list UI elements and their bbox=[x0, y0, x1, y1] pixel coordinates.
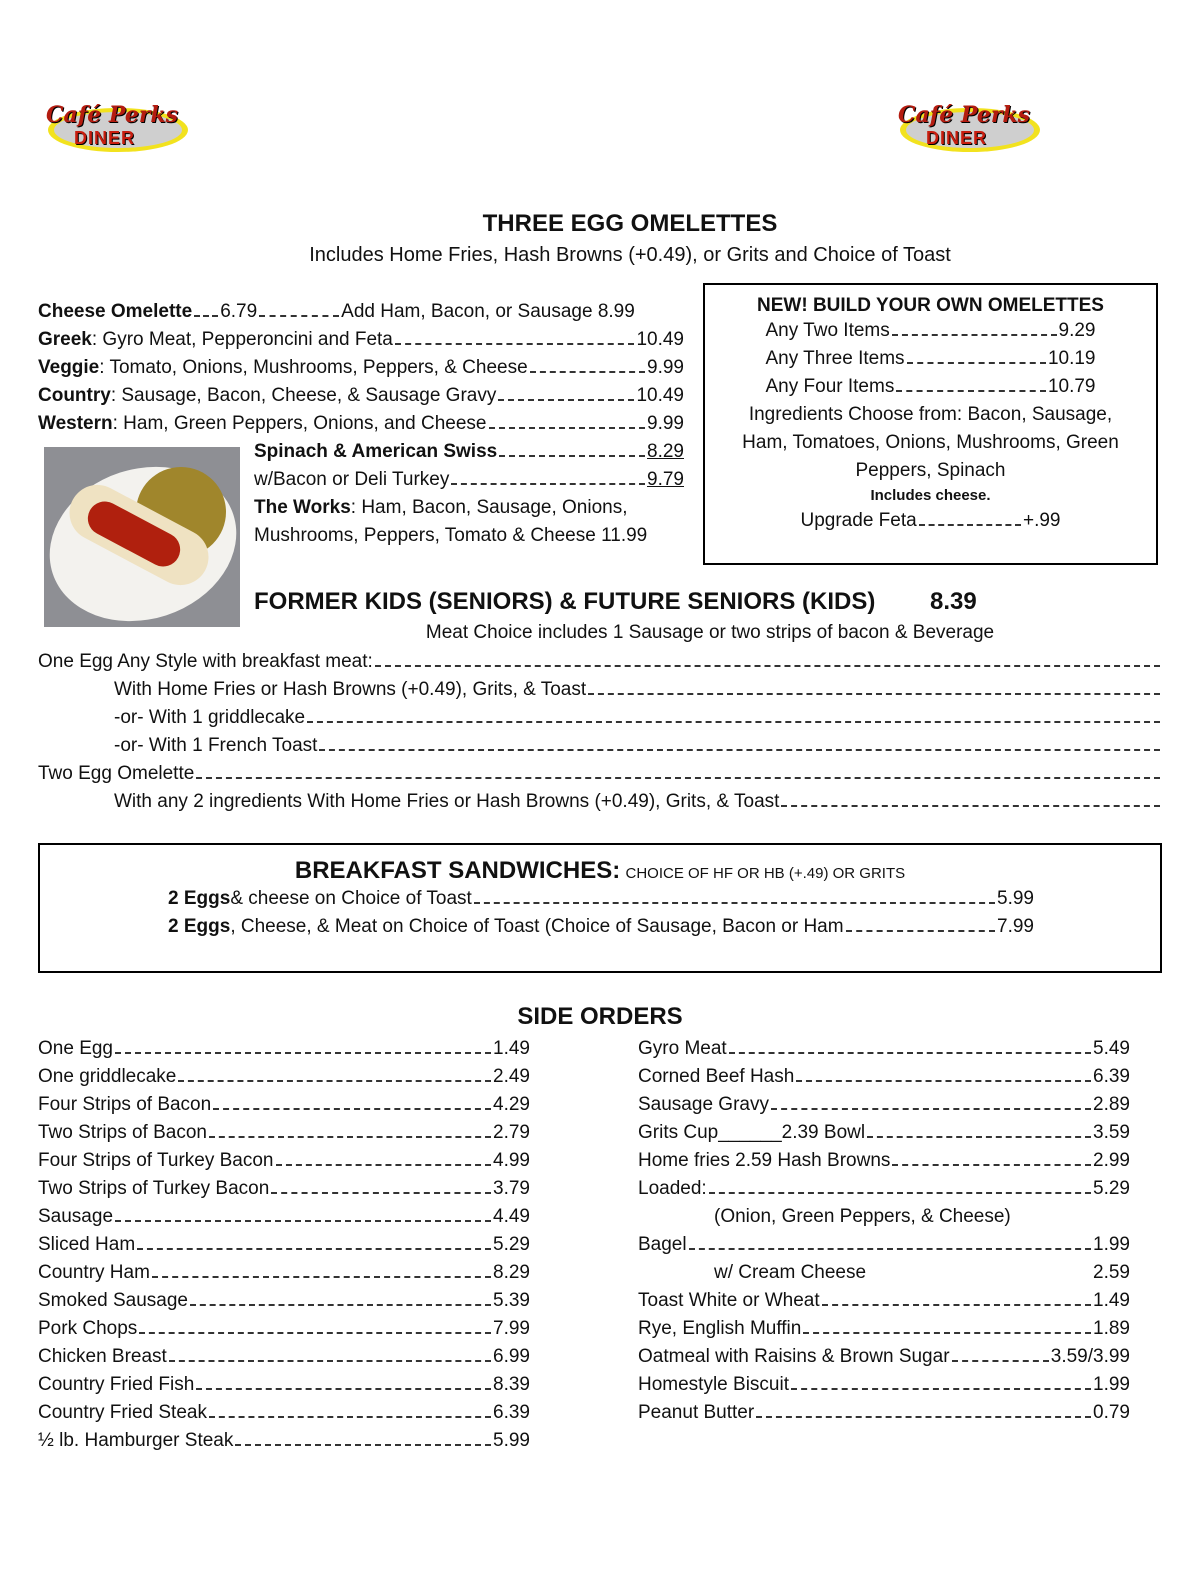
build-ingredients-3: Peppers, Spinach bbox=[855, 460, 1006, 481]
omelette-turkey bbox=[254, 466, 684, 494]
sides-right bbox=[638, 1035, 1130, 1427]
side-item bbox=[638, 1399, 1130, 1427]
side-item bbox=[38, 1035, 530, 1063]
item-price: 9.79 bbox=[647, 469, 684, 490]
side-name: Toast White or Wheat bbox=[638, 1290, 820, 1311]
side-name: Bagel bbox=[638, 1234, 687, 1255]
build-feta bbox=[801, 507, 1061, 535]
side-item bbox=[638, 1147, 1130, 1175]
side-item bbox=[38, 1371, 530, 1399]
side-item bbox=[638, 1315, 1130, 1343]
kids-line bbox=[38, 788, 1162, 816]
sandwich-item bbox=[168, 885, 1034, 913]
side-price: 2.59 bbox=[1093, 1262, 1130, 1283]
side-name: One griddlecake bbox=[38, 1066, 177, 1087]
side-name: Peanut Butter bbox=[638, 1402, 755, 1423]
side-item bbox=[638, 1287, 1130, 1315]
item-price: 10.49 bbox=[636, 385, 684, 406]
kids-line bbox=[38, 648, 1162, 676]
side-price: 4.49 bbox=[493, 1206, 530, 1227]
logo-line1: Café Perks bbox=[46, 102, 179, 128]
omelettes-subtitle: Includes Home Fries, Hash Browns (+0.49), or Grits and Choice of Toast bbox=[309, 244, 951, 266]
side-name: Four Strips of Bacon bbox=[38, 1094, 212, 1115]
side-name: One Egg bbox=[38, 1038, 113, 1059]
build-price: 10.19 bbox=[1047, 348, 1096, 369]
item-desc: : Ham, Bacon, Sausage, Onions, bbox=[350, 497, 628, 518]
side-item bbox=[638, 1175, 1130, 1203]
omelette-photo bbox=[44, 447, 240, 627]
item-price: 9.99 bbox=[647, 413, 684, 434]
sandwich-bold: 2 Eggs bbox=[168, 916, 231, 937]
kids-line-text: One Egg Any Style with breakfast meat: bbox=[38, 651, 373, 672]
side-name: Chicken Breast bbox=[38, 1346, 167, 1367]
kids-line bbox=[38, 732, 1162, 760]
side-price: 2.99 bbox=[1093, 1150, 1130, 1171]
side-item bbox=[38, 1427, 530, 1455]
kids-title-text: FORMER KIDS (SENIORS) & FUTURE SENIORS (KIDS) bbox=[254, 588, 876, 615]
side-name: Country Fried Fish bbox=[38, 1374, 195, 1395]
side-name: Two Strips of Bacon bbox=[38, 1122, 207, 1143]
side-price: 1.99 bbox=[1093, 1374, 1130, 1395]
side-name: Grits Cup______2.39 Bowl bbox=[638, 1122, 866, 1143]
side-name: Rye, English Muffin bbox=[638, 1318, 802, 1339]
build-price: 10.79 bbox=[1047, 376, 1096, 397]
side-name: Loaded: bbox=[638, 1178, 707, 1199]
kids-line-text: -or- With 1 griddlecake bbox=[114, 707, 306, 728]
side-item bbox=[38, 1315, 530, 1343]
build-own-box bbox=[703, 283, 1158, 565]
omelette-item bbox=[38, 410, 684, 438]
side-price: 2.89 bbox=[1093, 1094, 1130, 1115]
sandwich-bold: 2 Eggs bbox=[168, 888, 231, 909]
kids-line-text: -or- With 1 French Toast bbox=[114, 735, 318, 756]
side-price: 4.99 bbox=[493, 1150, 530, 1171]
side-item bbox=[38, 1231, 530, 1259]
build-title: NEW! BUILD YOUR OWN OMELETTES bbox=[757, 295, 1104, 316]
item-price: 10.49 bbox=[636, 329, 684, 350]
kids-line-text: With Home Fries or Hash Browns (+0.49), Grits, & Toast bbox=[114, 679, 587, 700]
side-price: 2.49 bbox=[493, 1066, 530, 1087]
sandwich-desc: & cheese on Choice of Toast bbox=[230, 888, 472, 909]
logo-line2: DINER bbox=[926, 128, 988, 148]
side-name: ½ lb. Hamburger Steak bbox=[38, 1430, 234, 1451]
build-label: Any Three Items bbox=[765, 348, 905, 369]
sandwiches-note: CHOICE OF HF OR HB (+.49) OR GRITS bbox=[625, 865, 906, 882]
side-name: Gyro Meat bbox=[638, 1038, 727, 1059]
side-name: Sliced Ham bbox=[38, 1234, 136, 1255]
sandwich-desc: , Cheese, & Meat on Choice of Toast (Choice of Sausage, Bacon or Ham bbox=[230, 916, 844, 937]
side-price: 1.49 bbox=[1093, 1290, 1130, 1311]
item-name: Western bbox=[38, 413, 113, 434]
item-name: Veggie bbox=[38, 357, 100, 378]
side-item bbox=[38, 1399, 530, 1427]
logo-left bbox=[40, 100, 190, 152]
feta-label: Upgrade Feta bbox=[800, 510, 917, 531]
sides-left bbox=[38, 1035, 530, 1455]
side-price: 6.39 bbox=[493, 1402, 530, 1423]
kids-line-text: Two Egg Omelette bbox=[38, 763, 195, 784]
side-item bbox=[638, 1231, 1130, 1259]
side-price: 0.79 bbox=[1093, 1402, 1130, 1423]
side-name: Smoked Sausage bbox=[38, 1290, 188, 1311]
build-label: Any Four Items bbox=[765, 376, 895, 397]
side-item bbox=[638, 1091, 1130, 1119]
item-price: 8.29 bbox=[647, 441, 684, 462]
side-item bbox=[638, 1259, 1130, 1287]
item-add: Add Ham, Bacon, or Sausage 8.99 bbox=[341, 301, 635, 322]
sandwich-price: 7.99 bbox=[997, 916, 1034, 937]
side-name: Four Strips of Turkey Bacon bbox=[38, 1150, 274, 1171]
side-item bbox=[38, 1063, 530, 1091]
side-item bbox=[638, 1119, 1130, 1147]
build-price: 9.29 bbox=[1058, 320, 1096, 341]
side-name: Sausage Gravy bbox=[638, 1094, 769, 1115]
side-name: Home fries 2.59 Hash Browns bbox=[638, 1150, 891, 1171]
omelette-item bbox=[38, 326, 684, 354]
item-desc: : Gyro Meat, Pepperoncini and Feta bbox=[91, 329, 393, 350]
side-price: 8.29 bbox=[493, 1262, 530, 1283]
kids-line-text: With any 2 ingredients With Home Fries or Hash Browns (+0.49), Grits, & Toast bbox=[114, 791, 780, 812]
item-name: Greek bbox=[38, 329, 92, 350]
item-name: w/Bacon or Deli Turkey bbox=[254, 469, 450, 490]
side-item bbox=[38, 1259, 530, 1287]
kids-line bbox=[38, 704, 1162, 732]
kids-subtitle: Meat Choice includes 1 Sausage or two strips of bacon & Beverage bbox=[425, 622, 995, 643]
side-price: 7.99 bbox=[493, 1318, 530, 1339]
side-item bbox=[38, 1175, 530, 1203]
item-name: Spinach & American Swiss bbox=[254, 441, 498, 462]
logo-line1: Café Perks bbox=[898, 102, 1031, 128]
side-price: 5.49 bbox=[1093, 1038, 1130, 1059]
build-row bbox=[766, 317, 1096, 345]
sandwich-item bbox=[168, 913, 1034, 941]
sandwiches-box bbox=[38, 843, 1162, 973]
build-ingredients-2: Ham, Tomatoes, Onions, Mushrooms, Green bbox=[742, 432, 1119, 453]
omelette-cheese bbox=[38, 298, 684, 326]
side-price: 5.29 bbox=[493, 1234, 530, 1255]
side-price: 5.99 bbox=[493, 1430, 530, 1451]
side-name: Pork Chops bbox=[38, 1318, 138, 1339]
side-price: 3.59/3.99 bbox=[1050, 1346, 1130, 1367]
item-name: Cheese Omelette bbox=[38, 301, 193, 322]
sandwich-price: 5.99 bbox=[997, 888, 1034, 909]
side-price: 3.79 bbox=[493, 1178, 530, 1199]
kids-price: 8.39 bbox=[930, 588, 977, 615]
side-item bbox=[38, 1147, 530, 1175]
omelette-item bbox=[38, 382, 684, 410]
side-price: 5.39 bbox=[493, 1290, 530, 1311]
side-item bbox=[638, 1371, 1130, 1399]
feta-price: +.99 bbox=[1022, 510, 1061, 531]
logo-right bbox=[892, 100, 1042, 152]
omelette-more bbox=[254, 438, 684, 550]
side-price: 1.49 bbox=[493, 1038, 530, 1059]
side-name: Oatmeal with Raisins & Brown Sugar bbox=[638, 1346, 950, 1367]
side-name: Country Fried Steak bbox=[38, 1402, 207, 1423]
item-desc: : Ham, Green Peppers, Onions, and Cheese bbox=[112, 413, 487, 434]
omelette-works-line2: Mushrooms, Peppers, Tomato & Cheese 11.99 bbox=[254, 525, 648, 546]
item-price: 9.99 bbox=[647, 357, 684, 378]
side-name: Two Strips of Turkey Bacon bbox=[38, 1178, 270, 1199]
side-name: w/ Cream Cheese bbox=[714, 1262, 867, 1283]
loaded-note: (Onion, Green Peppers, & Cheese) bbox=[714, 1206, 1011, 1227]
side-name: Corned Beef Hash bbox=[638, 1066, 795, 1087]
side-item bbox=[38, 1343, 530, 1371]
omelette-works bbox=[254, 494, 684, 522]
side-item bbox=[638, 1035, 1130, 1063]
side-price: 5.29 bbox=[1093, 1178, 1130, 1199]
side-price: 6.39 bbox=[1093, 1066, 1130, 1087]
build-row bbox=[766, 345, 1096, 373]
build-ingredients-1: Ingredients Choose from: Bacon, Sausage, bbox=[748, 404, 1113, 425]
side-item bbox=[638, 1063, 1130, 1091]
side-item bbox=[38, 1287, 530, 1315]
side-price: 4.29 bbox=[493, 1094, 530, 1115]
build-label: Any Two Items bbox=[765, 320, 890, 341]
omelette-item bbox=[38, 354, 684, 382]
kids-line bbox=[38, 760, 1162, 788]
side-name: Homestyle Biscuit bbox=[638, 1374, 789, 1395]
logo-line2: DINER bbox=[74, 128, 136, 148]
side-name: Country Ham bbox=[38, 1262, 150, 1283]
item-price: 6.79 bbox=[220, 301, 258, 322]
sandwiches-title: BREAKFAST SANDWICHES: bbox=[294, 857, 621, 884]
sides-title: SIDE ORDERS bbox=[517, 1003, 683, 1030]
side-price: 6.99 bbox=[493, 1346, 530, 1367]
side-item bbox=[38, 1091, 530, 1119]
side-price: 1.89 bbox=[1093, 1318, 1130, 1339]
omelettes-title: THREE EGG OMELETTES bbox=[482, 210, 778, 237]
side-price: 3.59 bbox=[1093, 1122, 1130, 1143]
item-name: Country bbox=[38, 385, 111, 406]
side-item bbox=[638, 1343, 1130, 1371]
sandwiches-header bbox=[40, 857, 1160, 885]
side-price: 1.99 bbox=[1093, 1234, 1130, 1255]
item-desc: : Tomato, Onions, Mushrooms, Peppers, & Cheese bbox=[99, 357, 528, 378]
build-row bbox=[766, 373, 1096, 401]
omelette-list bbox=[38, 298, 684, 438]
side-price: 2.79 bbox=[493, 1122, 530, 1143]
item-name: The Works bbox=[254, 497, 351, 518]
side-name: Sausage bbox=[38, 1206, 114, 1227]
kids-title bbox=[254, 588, 977, 616]
side-item bbox=[38, 1119, 530, 1147]
omelette-spinach bbox=[254, 438, 684, 466]
kids-list bbox=[38, 648, 1162, 816]
side-item bbox=[38, 1203, 530, 1231]
side-price: 8.39 bbox=[493, 1374, 530, 1395]
build-cheese: Includes cheese. bbox=[870, 487, 991, 504]
item-desc: : Sausage, Bacon, Cheese, & Sausage Gravy bbox=[110, 385, 497, 406]
kids-line bbox=[38, 676, 1162, 704]
